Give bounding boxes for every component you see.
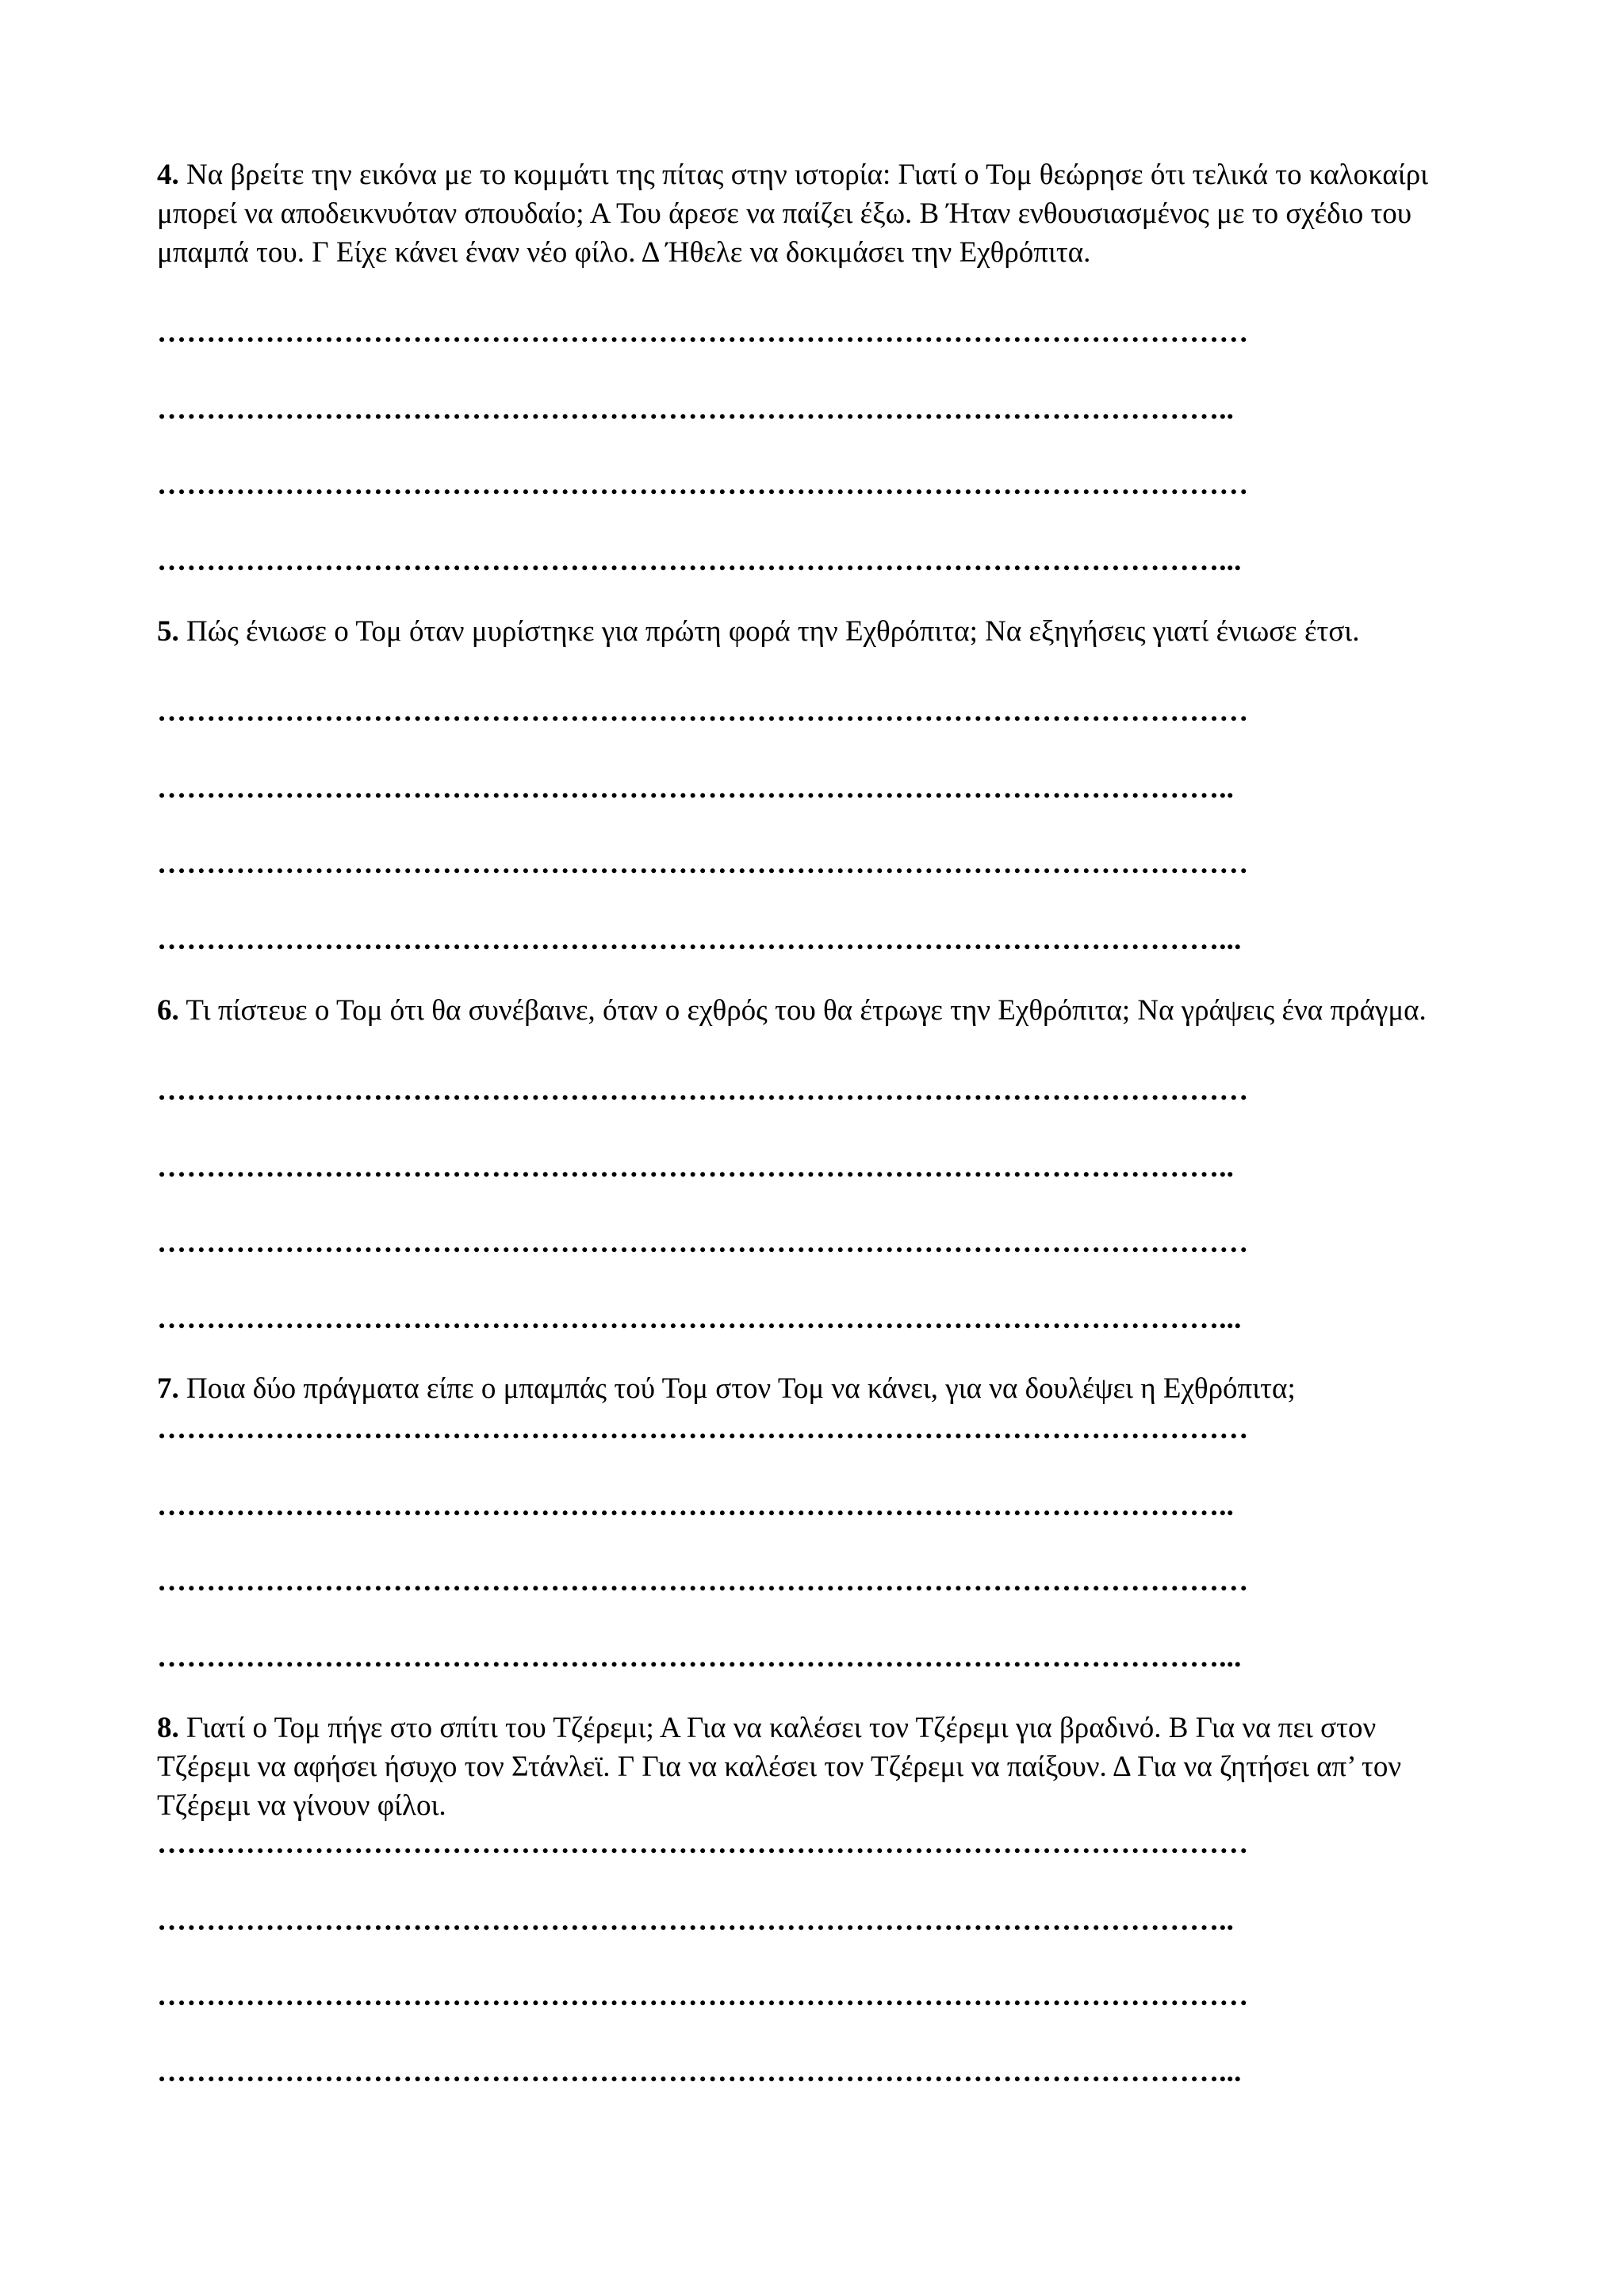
answer-line[interactable]: ………………………………………………………………………………………………… <box>157 316 1249 349</box>
question-number: 8. <box>157 1712 179 1744</box>
answer-line[interactable]: ………………………………………………………………………………………………… <box>157 469 1249 501</box>
answer-line[interactable]: ………………………………………………………………………………………………… <box>157 848 1249 880</box>
answer-line[interactable]: ……………………………………………………………………………………………….. <box>157 1151 1235 1184</box>
question-number: 6. <box>157 994 179 1027</box>
answer-line[interactable]: ………………………………………………………………………………………………… <box>157 1827 1249 1860</box>
question-5 <box>157 612 1473 651</box>
answer-line[interactable]: ………………………………………………………………………………………………... <box>157 545 1242 577</box>
answer-line[interactable]: ………………………………………………………………………………………………... <box>157 924 1242 956</box>
answer-line[interactable]: ………………………………………………………………………………………………… <box>157 1980 1249 2012</box>
answer-line[interactable]: ………………………………………………………………………………………………… <box>157 1226 1249 1259</box>
question-number: 7. <box>157 1372 179 1405</box>
question-text: Να βρείτε την εικόνα με το κομμάτι της πίτας στην ιστορία: Γιατί ο Τομ θεώρησε ότι τελικά το καλοκαίρι μπορεί να αποδεικνυόταν σπουδαίο; Α Του άρεσε να παίζει έξω. Β Ήταν ενθουσιασμένος με το σχέδιο του μπαμπά του. Γ Είχε κάνει έναν νέο φίλο. Δ Ήθελε να δοκιμάσει την Εχθρόπιτα. <box>157 159 1429 269</box>
answer-line[interactable]: ………………………………………………………………………………………………… <box>157 1074 1249 1107</box>
answer-line[interactable]: ……………………………………………………………………………………………….. <box>157 1904 1235 1937</box>
question-number: 4. <box>157 159 179 191</box>
question-4 <box>157 155 1473 272</box>
question-text: Ποια δύο πράγματα είπε ο μπαμπάς τού Τομ στον Τομ να κάνει, για να δουλέψει η Εχθρόπιτα; <box>178 1372 1296 1405</box>
question-7 <box>157 1369 1473 1408</box>
answer-line[interactable]: ………………………………………………………………………………………………... <box>157 1641 1242 1674</box>
question-text: Γιατί ο Τομ πήγε στο σπίτι του Τζέρεμι; Α Για να καλέσει τον Τζέρεμι για βραδινό. Β Για να πει στον Τζέρεμι να αφήσει ήσυχο τον Στάνλεϊ. Γ Για να καλέσει τον Τζέρεμι να παίξουν. Δ Για να ζητήσει απ’ τον Τζέρεμι να γίνουν φίλοι. <box>157 1712 1402 1822</box>
answer-line[interactable]: ……………………………………………………………………………………………….. <box>157 1490 1235 1522</box>
question-text: Πώς ένιωσε ο Τομ όταν μυρίστηκε για πρώτη φορά την Εχθρόπιτα; Να εξηγήσεις γιατί ένιωσε έτσι. <box>178 615 1360 648</box>
answer-line[interactable]: ……………………………………………………………………………………………….. <box>157 772 1235 805</box>
answer-line[interactable]: ………………………………………………………………………………………………... <box>157 1303 1242 1335</box>
answer-line[interactable]: ………………………………………………………………………………………………… <box>157 695 1249 728</box>
question-number: 5. <box>157 615 179 648</box>
answer-line[interactable]: ………………………………………………………………………………………………… <box>157 1413 1249 1445</box>
answer-line[interactable]: ……………………………………………………………………………………………….. <box>157 393 1235 426</box>
answer-line[interactable]: ………………………………………………………………………………………………… <box>157 1565 1249 1598</box>
question-text: Τι πίστευε ο Τομ ότι θα συνέβαινε, όταν ο εχθρός του θα έτρωγε την Εχθρόπιτα; Να γράψεις ένα πράγμα. <box>178 994 1427 1027</box>
answer-line[interactable]: ………………………………………………………………………………………………... <box>157 2056 1242 2088</box>
question-6 <box>157 991 1473 1030</box>
question-8 <box>157 1709 1473 1825</box>
